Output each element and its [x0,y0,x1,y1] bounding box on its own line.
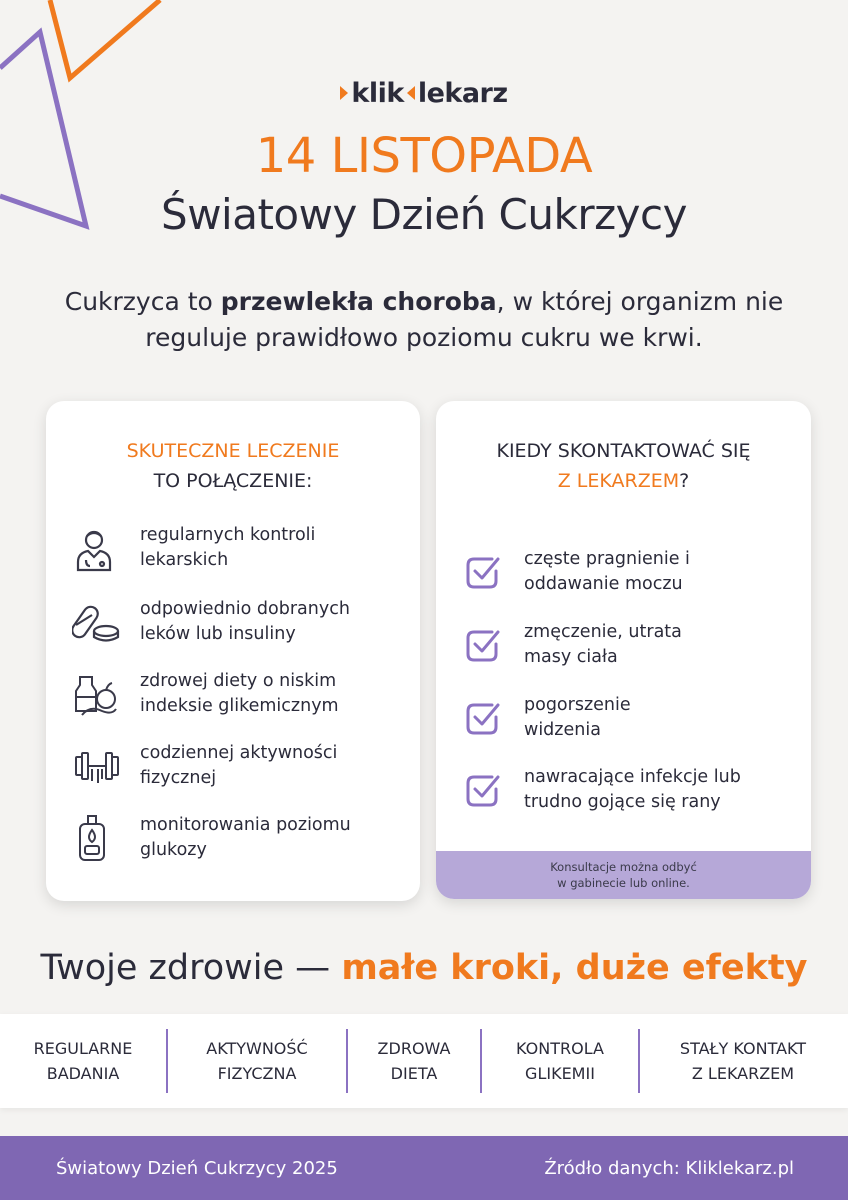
pillar-item [640,1029,846,1093]
glucometer-icon [72,813,128,865]
list-item-line1: odpowiednio dobranych [140,599,350,619]
list-item-text [140,669,339,719]
list-item-text [524,547,690,597]
pills-icon [72,597,128,649]
list-item [72,813,412,865]
treatment-heading-line1: SKUTECZNE LECZENIE [126,440,340,462]
pillar-line1: KONTROLA [516,1039,604,1058]
list-item-line2: oddawanie moczu [524,574,683,594]
pillar-item [0,1029,166,1093]
list-item-line2: indeksie glikemicznym [140,696,339,716]
pillar-line2: Z LEKARZEM [691,1064,795,1083]
check-icon [462,769,504,811]
list-item-line1: zdrowej diety o niskim [140,671,337,691]
check-icon [462,624,504,666]
slogan [0,948,848,988]
list-item-text [524,693,631,743]
list-item-line2: masy ciała [524,647,618,667]
list-item-line1: codziennej aktywności [140,743,338,763]
footer-event: Światowy Dzień Cukrzycy 2025 [56,1157,338,1179]
symptoms-heading-orange: Z LEKARZEM [557,470,680,492]
main-title: Światowy Dzień Cukrzycy [161,190,687,239]
footer [0,1136,848,1200]
pillar-line1: ZDROWA [377,1039,451,1058]
list-item-line1: pogorszenie [524,695,631,715]
intro-after: , w której organizm nie reguluje prawidłowo poziomu cukru we krwi. [145,287,784,352]
pillar-line1: STAŁY KONTAKT [679,1039,807,1058]
doctor-icon [72,523,128,575]
list-item-line1: częste pragnienie i [524,549,690,569]
slogan-plain: Twoje zdrowie — [40,948,342,988]
logo-arrow-left-icon [407,86,415,100]
list-item-line1: nawracające infekcje lub [524,767,741,787]
intro-text [40,284,808,356]
consultation-note-line2: w gabinecie lub online. [557,876,690,890]
check-icon [462,551,504,593]
list-item-line2: leków lub insuliny [140,624,296,644]
pillar-item [168,1029,346,1093]
list-item [462,693,802,743]
treatment-card [46,401,420,901]
list-item-text [524,765,741,815]
pillar-line2: GLIKEMII [525,1064,595,1083]
pillar-item [482,1029,638,1093]
list-item-text [140,597,350,647]
consultation-note [436,851,811,899]
list-item-text [140,813,351,863]
pillars-bar [0,1014,848,1108]
footer-source: Źródło danych: Kliklekarz.pl [544,1157,794,1179]
logo-text-klik: klik [351,78,404,109]
symptoms-card [436,401,811,899]
symptoms-heading-line1: KIEDY SKONTAKTOWAĆ SIĘ [496,440,751,462]
pillar-line2: FIZYCZNA [217,1064,297,1083]
list-item-text [524,620,682,670]
dumbbell-icon [72,741,128,793]
pillar-line2: DIETA [390,1064,438,1083]
treatment-heading-line2: TO POŁĄCZENIE: [153,470,313,492]
consultation-note-line1: Konsultacje można odbyć [550,860,697,874]
healthy-food-icon [72,669,128,721]
list-item-text [140,741,337,791]
symptoms-card-heading [436,436,811,496]
list-item [72,741,412,793]
slogan-highlight: małe kroki, duże efekty [341,948,808,988]
pillar-item [348,1029,480,1093]
intro-bold: przewlekła choroba [220,287,497,316]
intro-before: Cukrzyca to [64,287,221,316]
list-item [72,597,412,649]
list-item-line2: trudno gojące się rany [524,792,721,812]
list-item-line2: widzenia [524,720,601,740]
list-item-line2: lekarskich [140,550,229,570]
brand-logo [0,78,848,109]
list-item [462,547,802,597]
list-item [462,765,802,815]
list-item [462,620,802,670]
logo-arrow-right-icon [340,86,348,100]
check-icon [462,697,504,739]
treatment-card-heading [46,436,420,496]
list-item-line1: regularnych kontroli [140,525,316,545]
list-item-line1: zmęczenie, utrata [524,622,682,642]
date-title: 14 LISTOPADA [255,128,593,184]
list-item [72,523,412,575]
symptoms-heading-tail: ? [679,470,690,492]
pillar-line2: BADANIA [46,1064,120,1083]
list-item [72,669,412,721]
list-item-line2: glukozy [140,840,207,860]
list-item-text [140,523,315,573]
pillar-line1: AKTYWNOŚĆ [206,1039,308,1058]
pillar-line1: REGULARNE [33,1039,133,1058]
list-item-line1: monitorowania poziomu [140,815,351,835]
list-item-line2: fizycznej [140,768,217,788]
logo-text-lekarz: lekarz [417,78,508,109]
